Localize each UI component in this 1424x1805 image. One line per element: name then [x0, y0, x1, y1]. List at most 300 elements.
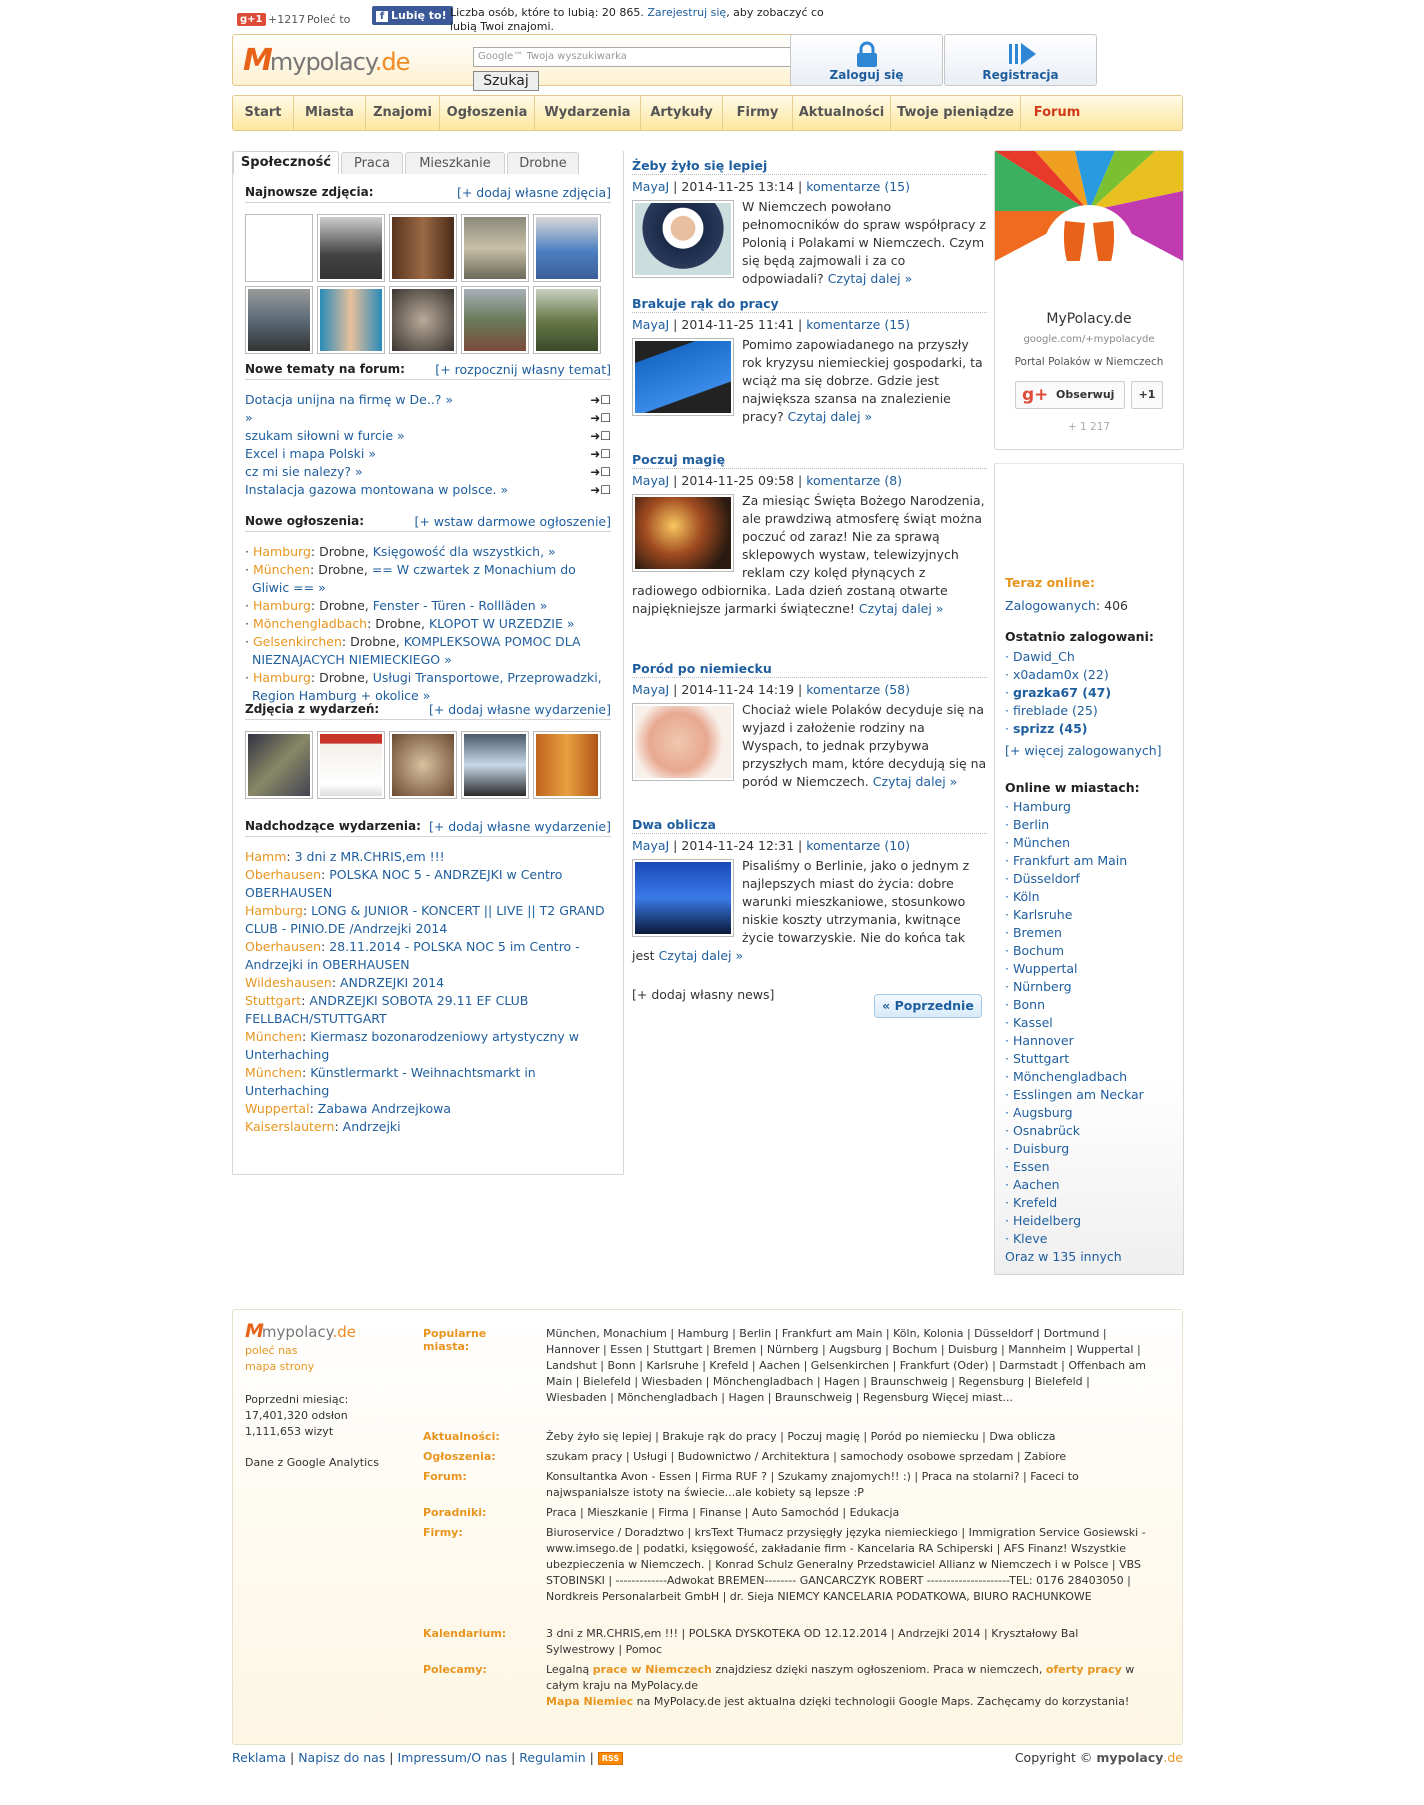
footer-companies-links[interactable]: Biuroservice / Doradztwo | krsText Tłumacz przysięgły języka niemieckiego | Immigration Service Gosiewski - www.imsego.de | podatki, księgowość, zakładanie firm - Kancelaria RA Schiperski | AFS Finanz! Wszystkie ubezpieczenia w Niemczech. | Konrad Schulz Generalny Przedstawiciel Allianz w Niemczech i w Polsce | VBS STOBINSKI | -------------Adwokat BREMEN-------- GANCARCZYK ROBERT ---------------------TEL: 0176 28403050 | Nordkreis Personalarbeit GmbH | dr. Sieja NIEMCY KANCELARIA PODATKOWA, BIURO RACHUNKOWE — [546, 1526, 1146, 1603]
register-button[interactable] — [944, 34, 1097, 86]
ad-link[interactable]: KLOPOT W URZEDZIE » — [428, 616, 575, 631]
ad-item[interactable]: · München: Drobne, == W czwartek z Monachium do Gliwic == » — [245, 562, 576, 595]
article-author[interactable]: MayaJ — [632, 179, 670, 194]
read-more-link[interactable]: Czytaj dalej » — [872, 774, 958, 789]
add-photos-link[interactable]: [+ dodaj własne zdjęcia] — [456, 185, 611, 200]
article-comments[interactable]: komentarze (15) — [806, 317, 911, 332]
enter-icon: ➜☐ — [590, 447, 611, 461]
event-link[interactable]: ANDRZEJKI SOBOTA 29.11 EF CLUB FELLBACH/STUTTGART — [245, 993, 529, 1026]
article-meta: MayaJ | 2014-11-24 12:31 | komentarze (10) — [632, 838, 911, 853]
read-more-link[interactable]: Czytaj dalej » — [827, 271, 913, 286]
lock-icon — [855, 41, 879, 69]
event-item[interactable]: Hamm: 3 dni z MR.CHRIS,em !!! — [245, 849, 445, 864]
ad-item[interactable]: · Hamburg: Drobne, Księgowość dla wszystkich, » — [245, 544, 556, 559]
popular-cities[interactable]: München, Monachium | Hamburg | Berlin | Frankfurt am Main | Köln, Kolonia | Düsseldorf | Dortmund | Hannover | Essen | Stuttgart | Bremen | Nürnberg | Augsburg | Bochum | Duisburg | Mannheim | Wuppertal | Landshut | Bonn | Karlsruhe | Krefeld | Aachen | Gelsenkirchen | Frankfurt (Oder) | Darmstadt | Offenbach am Main | Bielefeld | Wiesbaden | Mönchengladbach | Hagen | Braunschweig | Regensburg | Bielefeld | Wiesbaden | Mönchengladbach | Hagen | Braunschweig | Regensburg Więcej miast... — [546, 1327, 1147, 1404]
facebook-like-text — [450, 6, 830, 34]
nav-forum[interactable]: Forum — [1033, 105, 1081, 120]
event-item[interactable]: Wuppertal: Zabawa Andrzejkowa — [245, 1101, 452, 1116]
article-text: Pisaliśmy o Berlinie, jako o jednym z najlepszych miast do życia: dobre warunki mieszkaniowe, stosunkowo niskie koszty utrzymania, kwitnące życie towarzyskie. Nie do końca tak jest — [632, 858, 970, 963]
bottom-bar — [232, 1750, 1183, 1770]
recent-user[interactable]: · Dawid_Ch — [1005, 649, 1075, 664]
online-city[interactable]: · Bochum — [1005, 943, 1065, 958]
event-item[interactable]: Kaiserslautern: Andrzejki — [245, 1119, 401, 1134]
event-link[interactable]: 3 dni z MR.CHRIS,em !!! — [294, 849, 445, 864]
photo-thumb[interactable] — [461, 214, 529, 282]
online-city[interactable]: · Aachen — [1005, 1177, 1060, 1192]
ads-heading — [245, 514, 611, 532]
article-author[interactable]: MayaJ — [632, 317, 670, 332]
article-thumbnail[interactable] — [632, 859, 734, 937]
article-thumbnail[interactable] — [632, 494, 734, 572]
city-link[interactable]: Bonn — [1012, 997, 1046, 1012]
city-link[interactable]: Kleve — [1012, 1231, 1048, 1246]
follow-label: Obserwuj — [1056, 388, 1115, 401]
add-topic-link[interactable]: [+ rozpocznij własny temat] — [435, 362, 611, 377]
event-photos-heading — [245, 702, 611, 720]
user-link[interactable]: sprizz (45) — [1012, 721, 1088, 736]
footer-label: Aktualności: — [423, 1430, 500, 1443]
register-label: Registracja — [982, 68, 1059, 82]
city-link[interactable]: Bochum — [1012, 943, 1065, 958]
city-link[interactable]: Aachen — [1012, 1177, 1060, 1192]
fb-register-link[interactable]: Zarejestruj się — [647, 6, 727, 19]
events-list — [245, 848, 611, 1136]
event-item[interactable]: Wildeshausen: ANDRZEJKI 2014 — [245, 975, 445, 990]
event-photo-thumb[interactable] — [461, 731, 529, 799]
news-article — [632, 816, 987, 965]
ad-item[interactable]: · Hamburg: Drobne, Fenster - Türen - Rollläden » — [245, 598, 548, 613]
nav-miasta[interactable]: Miasta — [294, 96, 366, 130]
search-button[interactable]: Szukaj — [473, 71, 539, 91]
event-photo-thumb[interactable] — [389, 731, 457, 799]
add-news-link[interactable]: [+ dodaj własny news] — [632, 987, 775, 1002]
event-item[interactable]: Oberhausen: 28.11.2014 - POLSKA NOC 5 im Centro - Andrzejki in OBERHAUSEN — [245, 939, 580, 972]
add-ad-link[interactable]: [+ wstaw darmowe ogłoszenie] — [414, 514, 611, 529]
event-city[interactable]: Oberhausen — [245, 867, 322, 882]
city-link[interactable]: Hannover — [1012, 1033, 1074, 1048]
event-item[interactable]: München: Kiermasz bozonarodzeniowy artystyczny w Unterhaching — [245, 1029, 579, 1062]
enter-icon: ➜☐ — [590, 465, 611, 479]
city-link[interactable]: Berlin — [1012, 817, 1050, 832]
ad-category: Drobne — [319, 544, 365, 559]
event-item[interactable]: Oberhausen: POLSKA NOC 5 - ANDRZEJKI w Centro OBERHAUSEN — [245, 867, 563, 900]
city-link[interactable]: Mönchengladbach — [1012, 1069, 1128, 1084]
logged-count — [1005, 597, 1180, 615]
forum-topic-link[interactable]: Dotacja unijna na firmę w De..? » — [245, 392, 454, 407]
article-date: 2014-11-25 11:41 — [681, 317, 795, 332]
ad-link[interactable]: Usługi Transportowe, Przeprowadzki, Region Hamburg + okolice » — [252, 670, 602, 703]
city-link[interactable]: Osnabrück — [1012, 1123, 1080, 1138]
online-city[interactable]: · Mönchengladbach — [1005, 1069, 1128, 1084]
article-title[interactable]: Żeby żyło się lepiej — [632, 157, 987, 175]
city-link[interactable]: Heidelberg — [1012, 1213, 1082, 1228]
city-link[interactable]: Düsseldorf — [1012, 871, 1080, 886]
event-city[interactable]: München — [245, 1065, 303, 1080]
rec-jobs-link[interactable]: prace w Niemczech — [592, 1663, 712, 1676]
city-link[interactable]: Augsburg — [1012, 1105, 1073, 1120]
event-city[interactable]: Wildeshausen — [245, 975, 332, 990]
nav-wydarzenia[interactable]: Wydarzenia — [535, 96, 641, 130]
article-text: Pomimo zapowiadanego na przyszły rok kryzysu niemieckiej gospodarki, ta wciąż ma się dobrze. Gdzie jest największa szansa na znalezienie pracy? — [742, 337, 983, 424]
ad-city[interactable]: Hamburg — [252, 670, 311, 685]
brand-domain: .de — [1163, 1750, 1183, 1765]
rec-text: w całym kraju na MyPolacy.de — [546, 1663, 1135, 1692]
nav-ogloszenia[interactable]: Ogłoszenia — [440, 96, 535, 130]
city-link[interactable]: Stuttgart — [1012, 1051, 1070, 1066]
city-link[interactable]: Bremen — [1012, 925, 1062, 940]
online-city[interactable]: · Essen — [1005, 1159, 1050, 1174]
article-title[interactable]: Brakuje rąk do pracy — [632, 295, 987, 313]
recent-user[interactable]: · sprizz (45) — [1005, 721, 1088, 736]
footer-label: Kalendarium: — [423, 1627, 507, 1640]
add-event-link[interactable]: [+ dodaj własne wydarzenie] — [428, 819, 611, 834]
event-item[interactable]: Stuttgart: ANDRZEJKI SOBOTA 29.11 EF CLUB FELLBACH/STUTTGART — [245, 993, 529, 1026]
photo-thumb[interactable] — [389, 214, 457, 282]
forum-topic[interactable] — [245, 391, 611, 409]
copyright — [1015, 1750, 1183, 1765]
arrow-right-icon — [1009, 41, 1037, 67]
footer-label: Poradniki: — [423, 1506, 487, 1519]
forum-topic-link[interactable]: Excel i mapa Polski » — [245, 446, 376, 461]
recent-user[interactable]: · x0adam0x (22) — [1005, 667, 1109, 682]
more-logged-link[interactable]: [+ więcej zalogowanych] — [1005, 743, 1162, 758]
read-more-link[interactable]: Czytaj dalej » — [787, 409, 873, 424]
online-city[interactable]: · Hamburg — [1005, 799, 1071, 814]
nav-twoje-pieniadze[interactable]: Twoje pieniądze — [891, 96, 1021, 130]
footer-label: Firmy: — [423, 1526, 463, 1539]
event-city[interactable]: Oberhausen — [245, 939, 322, 954]
bottom-links: Reklama | Napisz do nas | Impressum/O nas | Regulamin | RSS — [232, 1750, 623, 1765]
article-thumbnail[interactable] — [632, 200, 734, 278]
brand-part: my — [1096, 1750, 1118, 1765]
article-author[interactable]: MayaJ — [632, 682, 670, 697]
footer-logo[interactable]: Mmypolacy.de — [245, 1320, 356, 1342]
follow-button[interactable] — [1015, 381, 1125, 409]
city-link[interactable]: Essen — [1012, 1159, 1050, 1174]
event-photo-thumb[interactable] — [317, 731, 385, 799]
gplus-followers-count: + 1 217 — [1067, 421, 1111, 433]
footer-label: Forum: — [423, 1470, 467, 1483]
photo-thumb[interactable] — [245, 214, 313, 282]
article-thumbnail[interactable] — [632, 338, 734, 416]
logged-link[interactable]: Zalogowanych — [1005, 598, 1096, 613]
article-title[interactable]: Poczuj magię — [632, 451, 987, 469]
article-text: Za miesiąc Święta Bożego Narodzenia, ale prawdziwą atmosferę świąt można poczuć od zaraz! Nie za sprawą sklepowych wystaw, telewizyjnych reklam czy kolęd płynących z radiowego odbiornika. Lada dzień zostaną otwarte najpiękniejsze jarmarki świąteczne! — [632, 493, 985, 616]
footer-forum-links[interactable]: Konsultantka Avon - Essen | Firma RUF ? | Szukamy znajomych!! :) | Praca na stolarni? | Faceci to najwspanialsze istoty na świecie...ale kobiety są lepsze :P — [546, 1470, 1079, 1499]
forum-topic[interactable] — [245, 409, 611, 427]
user-link[interactable]: Dawid_Ch — [1012, 649, 1075, 664]
gplus-count: +1217 — [268, 13, 306, 26]
article-body — [632, 198, 987, 288]
ad-city[interactable]: München — [252, 562, 310, 577]
terms-link[interactable]: Regulamin — [519, 1750, 586, 1765]
gplus-button[interactable]: g+1 — [237, 13, 266, 26]
photos-title: Najnowsze zdjęcia: — [245, 185, 374, 199]
more-cities-link[interactable]: Oraz w 135 innych — [1005, 1249, 1122, 1264]
article-thumbnail[interactable] — [632, 703, 734, 781]
rss-icon[interactable]: RSS — [598, 1752, 623, 1765]
gplus-icon: g+ — [1022, 385, 1049, 405]
footer-guides-links[interactable]: Praca | Mieszkanie | Firma | Finanse | Auto Samochód | Edukacja — [546, 1506, 900, 1519]
article-author[interactable]: MayaJ — [632, 838, 670, 853]
rec-text: na MyPolacy.de jest aktualna dzięki technologii Google Maps. Zachęcamy do korzystania! — [633, 1695, 1130, 1708]
tab-drobne[interactable]: Drobne — [507, 152, 579, 174]
nav-artykuly[interactable]: Artykuły — [641, 96, 723, 130]
facebook-icon: f — [376, 11, 388, 22]
cities-online-title: Online w miastach: — [1005, 780, 1140, 795]
rec-offers-link[interactable]: oferty pracy — [1045, 1663, 1122, 1676]
online-city[interactable]: · Kassel — [1005, 1015, 1053, 1030]
online-city[interactable]: · Bonn — [1005, 997, 1046, 1012]
ad-link[interactable]: Fenster - Türen - Rollläden » — [372, 598, 548, 613]
recent-title: Ostatnio zalogowani: — [1005, 629, 1154, 644]
forum-topic[interactable] — [245, 427, 611, 445]
nav-firmy[interactable]: Firmy — [723, 96, 793, 130]
footer-logo-domain: .de — [332, 1323, 356, 1341]
login-button[interactable] — [790, 34, 943, 86]
plus-one-button[interactable]: +1 — [1131, 381, 1163, 409]
event-city[interactable]: Hamburg — [245, 903, 303, 918]
tab-mieszkanie[interactable]: Mieszkanie — [405, 152, 505, 174]
fb-suffix-text: , aby zobaczyć co lubią Twoi znajomi. — [450, 6, 824, 33]
events-heading — [245, 819, 611, 837]
article-title[interactable]: Dwa oblicza — [632, 816, 987, 834]
logo-domain: .de — [374, 48, 410, 76]
photo-thumb[interactable] — [533, 214, 601, 282]
online-city[interactable]: · Bremen — [1005, 925, 1062, 940]
ad-category: Drobne — [375, 616, 421, 631]
search-input[interactable]: Google™ Twoja wyszukiwarka — [473, 47, 868, 67]
rec-text: Legalną — [546, 1663, 593, 1676]
google-plus-cover — [995, 151, 1183, 261]
ad-link[interactable]: == W czwartek z Monachium do Gliwic == » — [252, 562, 576, 595]
city-link[interactable]: Nürnberg — [1012, 979, 1072, 994]
event-city[interactable]: München — [245, 1029, 303, 1044]
online-city[interactable]: · Wuppertal — [1005, 961, 1078, 976]
photo-thumb[interactable] — [533, 286, 601, 354]
online-cities — [1005, 798, 1180, 1266]
previous-button[interactable]: « Poprzednie — [874, 994, 982, 1018]
user-link[interactable]: fireblade (25) — [1012, 703, 1098, 718]
city-link[interactable]: Köln — [1012, 889, 1040, 904]
enter-icon: ➜☐ — [590, 411, 611, 425]
footer-ads-links[interactable]: szukam pracy | Usługi | Budownictwo / Architektura | samochody osobowe sprzedam | Zabiore — [546, 1450, 1067, 1463]
news-article — [632, 157, 987, 288]
article-comments[interactable]: komentarze (15) — [806, 179, 911, 194]
ad-item[interactable]: · Hamburg: Drobne, Usługi Transportowe, Przeprowadzki, Region Hamburg + okolice » — [245, 670, 602, 703]
facebook-like-button[interactable] — [372, 6, 453, 25]
article-comments[interactable]: komentarze (8) — [806, 473, 903, 488]
events-title: Nadchodzące wydarzenia: — [245, 819, 421, 833]
footer-label: Polecamy: — [423, 1663, 487, 1676]
online-city[interactable]: · Hannover — [1005, 1033, 1074, 1048]
online-city[interactable]: · Esslingen am Neckar — [1005, 1087, 1144, 1102]
online-city[interactable]: · Stuttgart — [1005, 1051, 1070, 1066]
online-city[interactable]: · München — [1005, 835, 1070, 850]
rec-text: znajdziesz dzięki naszym ogłoszeniom. Praca w niemczech, — [711, 1663, 1046, 1676]
footer-news-links[interactable]: Żeby żyło się lepiej | Brakuje rąk do pracy | Poczuj magię | Poród po niemiecku | Dwa oblicza — [546, 1430, 1056, 1443]
online-city[interactable]: · Karlsruhe — [1005, 907, 1073, 922]
city-link[interactable]: Karlsruhe — [1012, 907, 1073, 922]
nav-aktualnosci[interactable]: Aktualności — [793, 96, 891, 130]
forum-topic[interactable] — [245, 445, 611, 463]
article-comments[interactable]: komentarze (58) — [806, 682, 911, 697]
forum-heading — [245, 362, 611, 380]
online-city[interactable]: · Augsburg — [1005, 1105, 1073, 1120]
event-photo-thumb[interactable] — [245, 731, 313, 799]
enter-icon: ➜☐ — [590, 393, 611, 407]
fb-like-label: Lubię to! — [391, 9, 447, 22]
online-city[interactable]: · Kleve — [1005, 1231, 1048, 1246]
fb-count-text: Liczba osób, które to lubią: 20 865. — [450, 6, 644, 19]
online-city[interactable]: · Frankfurt am Main — [1005, 853, 1128, 868]
impressum-link[interactable]: Impressum/O nas — [397, 1750, 508, 1765]
event-city[interactable]: Stuttgart — [245, 993, 302, 1008]
article-meta: MayaJ | 2014-11-24 14:19 | komentarze (58) — [632, 682, 911, 697]
stats-views: 17,401,320 odsłon — [245, 1409, 348, 1422]
article-meta: MayaJ | 2014-11-25 09:58 | komentarze (8) — [632, 473, 903, 488]
brand-part: polacy — [1117, 1750, 1164, 1765]
page — [232, 0, 1183, 1805]
forum-topic[interactable] — [245, 463, 611, 481]
read-more-link[interactable]: Czytaj dalej » — [658, 948, 744, 963]
footer-recommended — [546, 1662, 1146, 1710]
event-city[interactable]: Kaiserslautern — [245, 1119, 335, 1134]
event-link[interactable]: POLSKA NOC 5 - ANDRZEJKI w Centro OBERHAUSEN — [245, 867, 563, 900]
forum-topic[interactable] — [245, 481, 611, 499]
ad-city[interactable]: Hamburg — [252, 544, 311, 559]
sitemap-link[interactable]: mapa strony — [245, 1360, 315, 1373]
ad-item[interactable]: · Gelsenkirchen: Drobne, KOMPLEKSOWA POMOC DLA NIEZNAJACYCH NIEMIECKIEGO » — [245, 634, 581, 667]
news-article — [632, 660, 987, 791]
mypolacy-logo-icon — [995, 151, 1183, 261]
enter-icon: ➜☐ — [590, 483, 611, 497]
city-link[interactable]: Hamburg — [1012, 799, 1071, 814]
ad-city[interactable]: Gelsenkirchen — [252, 634, 342, 649]
online-city[interactable]: · Nürnberg — [1005, 979, 1072, 994]
event-link[interactable]: ANDRZEJKI 2014 — [340, 975, 445, 990]
photo-thumb[interactable] — [245, 286, 313, 354]
recommend-link[interactable]: Poleć to — [307, 13, 351, 26]
tab-spolecznosc[interactable]: Społeczność — [233, 151, 339, 174]
login-label: Zaloguj się — [829, 68, 904, 82]
nav-start[interactable]: Start — [233, 96, 294, 130]
photo-thumb[interactable] — [461, 286, 529, 354]
tab-praca[interactable]: Praca — [341, 152, 403, 174]
add-event-link[interactable]: [+ dodaj własne wydarzenie] — [428, 702, 611, 717]
ad-link[interactable]: KOMPLEKSOWA POMOC DLA NIEZNAJACYCH NIEMIECKIEGO » — [252, 634, 581, 667]
footer — [232, 1309, 1183, 1745]
city-link[interactable]: Duisburg — [1012, 1141, 1070, 1156]
online-city[interactable]: · Duisburg — [1005, 1141, 1070, 1156]
now-online-title: Teraz online: — [1005, 575, 1096, 590]
event-city[interactable]: Hamm — [245, 849, 287, 864]
footer-calendar-links[interactable]: 3 dni z MR.CHRIS,em !!! | POLSKA DYSKOTEKA OD 12.12.2014 | Andrzejki 2014 | Kryształowy Bal Sylwestrowy | Pomoc — [546, 1627, 1079, 1656]
ad-category: Drobne — [350, 634, 396, 649]
recent-user[interactable]: · fireblade (25) — [1005, 703, 1098, 718]
stats-source: Dane z Google Analytics — [245, 1456, 379, 1469]
photo-thumb[interactable] — [389, 286, 457, 354]
article-comments[interactable]: komentarze (10) — [806, 838, 911, 853]
ad-city[interactable]: Hamburg — [252, 598, 311, 613]
city-link[interactable]: Frankfurt am Main — [1012, 853, 1128, 868]
online-city[interactable]: · Berlin — [1005, 817, 1050, 832]
article-text: W Niemczech powołano pełnomocników do spraw współpracy z Polonią i Polakami w Niemczech. Czym się będą zajmowali i za co odpowiadali? — [742, 199, 986, 286]
forum-topic-link[interactable]: Instalacja gazowa montowana w polsce. » — [245, 482, 509, 497]
social-strip — [232, 4, 1183, 34]
gplus-page-name[interactable]: MyPolacy.de — [1046, 311, 1132, 327]
logged-number: : 406 — [1095, 598, 1128, 613]
online-city[interactable]: · Osnabrück — [1005, 1123, 1080, 1138]
photo-thumb[interactable] — [317, 214, 385, 282]
forum-topic-link[interactable]: » — [245, 410, 253, 425]
forum-topic-link[interactable]: szukam siłowni w furcie » — [245, 428, 405, 443]
article-title[interactable]: Poród po niemiecku — [632, 660, 987, 678]
online-city[interactable]: · Krefeld — [1005, 1195, 1058, 1210]
event-link[interactable]: Künstlermarkt - Weihnachtsmarkt in Unterhaching — [245, 1065, 536, 1098]
read-more-link[interactable]: Czytaj dalej » — [858, 601, 944, 616]
event-city[interactable]: Wuppertal — [245, 1101, 310, 1116]
online-city[interactable]: · Düsseldorf — [1005, 871, 1080, 886]
article-body — [632, 857, 987, 965]
contact-link[interactable]: Napisz do nas — [298, 1750, 386, 1765]
footer-label: Ogłoszenia: — [423, 1450, 496, 1463]
city-link[interactable]: Kassel — [1012, 1015, 1053, 1030]
ad-link[interactable]: Księgowość dla wszystkich, » — [372, 544, 556, 559]
event-link[interactable]: Andrzejki — [342, 1119, 401, 1134]
city-link[interactable]: Krefeld — [1012, 1195, 1058, 1210]
event-link[interactable]: Kiermasz bozonarodzeniowy artystyczny w Unterhaching — [245, 1029, 579, 1062]
nav-znajomi[interactable]: Znajomi — [366, 96, 440, 130]
news-article — [632, 295, 987, 426]
article-body — [632, 336, 987, 426]
site-logo[interactable] — [243, 43, 409, 78]
city-link[interactable]: München — [1012, 835, 1070, 850]
main-nav — [232, 95, 1183, 131]
ad-category: Drobne — [319, 598, 365, 613]
header — [232, 34, 1183, 88]
city-link[interactable]: Wuppertal — [1012, 961, 1078, 976]
stats-prev-month: Poprzedni miesiąc: — [245, 1393, 349, 1406]
event-link[interactable]: LONG & JUNIOR - KONCERT || LIVE || T2 GRAND CLUB - PINIO.DE /Andrzejki 2014 — [245, 903, 605, 936]
user-link[interactable]: grazka67 (47) — [1012, 685, 1112, 700]
rec-map-link[interactable]: Mapa Niemiec — [546, 1695, 634, 1708]
left-column — [232, 151, 624, 1175]
city-link[interactable]: Esslingen am Neckar — [1012, 1087, 1144, 1102]
event-item[interactable]: München: Künstlermarkt - Weihnachtsmarkt in Unterhaching — [245, 1065, 536, 1098]
event-photo-thumb[interactable] — [533, 731, 601, 799]
ad-item[interactable]: · Mönchengladbach: Drobne, KLOPOT W URZEDZIE » — [245, 616, 575, 631]
recommend-us-link[interactable]: poleć nas — [245, 1344, 298, 1357]
event-link[interactable]: 28.11.2014 - POLSKA NOC 5 im Centro - Andrzejki in OBERHAUSEN — [245, 939, 580, 972]
article-date: 2014-11-24 14:19 — [681, 682, 795, 697]
article-text: Chociaż wiele Polaków decyduje się na wyjazd i założenie rodziny na Wyspach, to jednak przybywa przyszłych mam, które decydują się na poród w Niemczech. — [742, 702, 987, 789]
ads-title: Nowe ogłoszenia: — [245, 514, 365, 528]
event-link[interactable]: Zabawa Andrzejkowa — [317, 1101, 452, 1116]
online-city[interactable]: · Heidelberg — [1005, 1213, 1082, 1228]
advertising-link[interactable]: Reklama — [232, 1750, 287, 1765]
photo-thumb[interactable] — [317, 286, 385, 354]
online-box — [994, 463, 1184, 1275]
online-city[interactable]: · Köln — [1005, 889, 1040, 904]
recent-user[interactable]: · grazka67 (47) — [1005, 685, 1112, 700]
event-photos-title: Zdjęcia z wydarzeń: — [245, 702, 380, 716]
article-author[interactable]: MayaJ — [632, 473, 670, 488]
event-item[interactable]: Hamburg: LONG & JUNIOR - KONCERT || LIVE || T2 GRAND CLUB - PINIO.DE /Andrzejki 2014 — [245, 903, 605, 936]
user-link[interactable]: x0adam0x (22) — [1012, 667, 1109, 682]
forum-topic-link[interactable]: cz mi sie nalezy? » — [245, 464, 363, 479]
ad-city[interactable]: Mönchengladbach — [252, 616, 368, 631]
